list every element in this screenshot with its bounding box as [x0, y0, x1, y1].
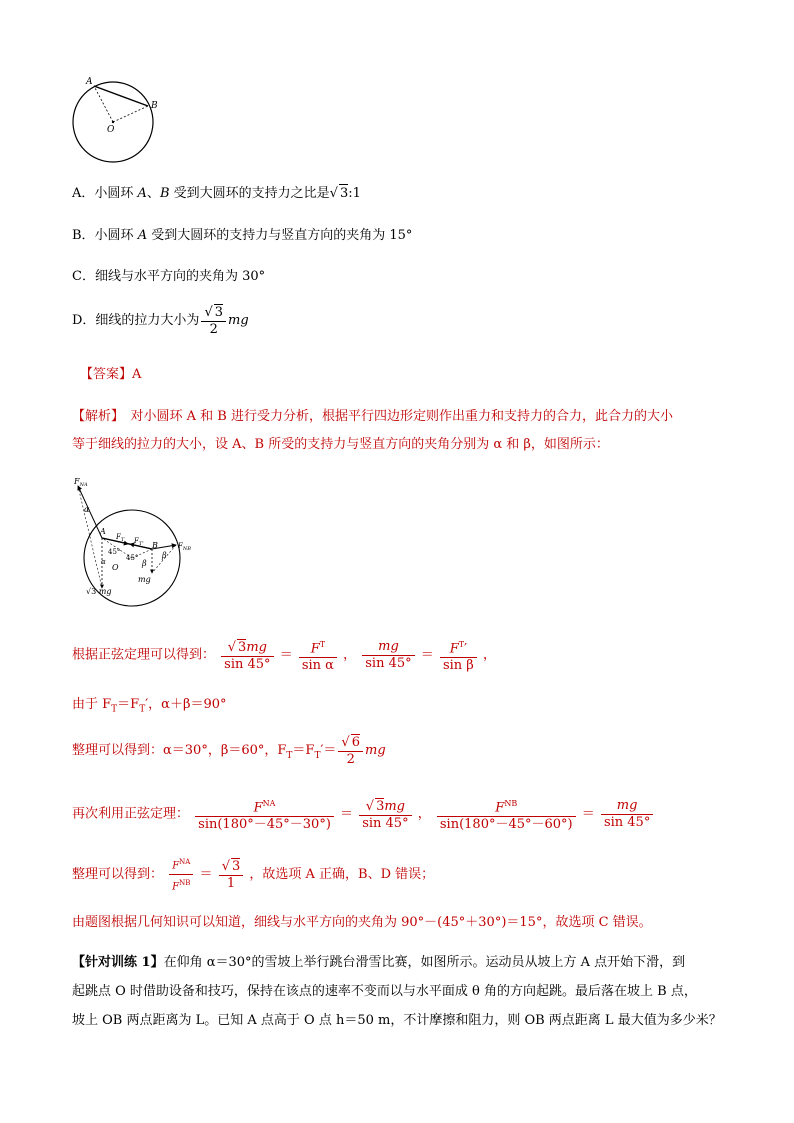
- label-45-b: 45°: [126, 554, 139, 562]
- force-fna: [78, 486, 102, 538]
- label-ft: $F_T$: [116, 533, 125, 543]
- equation-sine-law-2: 再次利用正弦定理： $\frac{F^{NA}}{\sin(180^\circ-45^\circ-30^\circ)}$ ＝ $\frac{√ 3mg}{\sin 45^\circ}$ ， $\frac{F^{NB}}{\sin(180^\circ-45^\circ-60^\circ)}$ ＝ $\frac{mg}{\sin 45^\circ}$: [72, 796, 655, 833]
- training-line2: 起跳点 O 时借助设备和技巧，保持在该点的速率不变而以与水平面成 θ 角的方向起跳。最后落在坡上 B 点，: [72, 984, 697, 999]
- label-alpha2: α: [101, 558, 106, 566]
- option-c: C．细线与水平方向的夹角为 30°: [72, 269, 266, 284]
- option-d: D．细线的拉力大小为 $\frac{√ 3}{2}$ mg: [72, 305, 249, 337]
- option-b: B．小圆环 A 受到大圆环的支持力与竖直方向的夹角为 15°: [72, 228, 413, 243]
- label-alpha: α: [84, 505, 90, 514]
- label-a: A: [100, 527, 106, 536]
- equation-sine-law-1: 根据正弦定理可以得到： $\frac{√ 3mg}{\sin 45^\circ}$ ＝ $\frac{F^T}{\text{sin α}}$ ， $\frac{mg}{\sin 45^\circ}$ ＝ $\frac{F^T'}{\text{sin β}}$ ，: [72, 637, 496, 674]
- label-o: O: [112, 563, 119, 572]
- option-a: A．小圆环 A、B 受到大圆环的支持力之比是√ 3:1: [72, 186, 361, 201]
- label-mg: mg: [138, 575, 151, 584]
- point-o: [112, 121, 114, 123]
- equation-ratio: 整理可以得到： $\frac{F^{NA}}{F^{NB}}$ ＝ $\frac{√ 3}{1}$ ，故选项 A 正确，B、D 错误；: [72, 854, 434, 896]
- label-45-a: 45°: [108, 548, 121, 556]
- label-beta1: β: [162, 551, 167, 560]
- radius-ob: [113, 106, 148, 122]
- label-beta2: β: [142, 559, 147, 568]
- figure-circle-ab: [60, 70, 170, 165]
- label-fnb: $F_{NB}$: [178, 542, 191, 552]
- conclusion: 由题图根据几何知识可以知道，细线与水平方向的夹角为 90°－(45°＋30°)＝15°，故选项 C 错误。: [72, 915, 652, 930]
- label-a: A: [86, 77, 93, 87]
- answer: 【答案】A: [80, 367, 142, 382]
- string-ab: [94, 86, 148, 106]
- training-line3: 坡上 OB 两点距离为 L。已知 A 点高于 O 点 h＝50 m，不计摩擦和阻力，则 OB 两点距离 L 最大值为多少米？: [72, 1013, 722, 1028]
- equation-ft-equal: 由于 $F_T=F_T'$，α＋β＝90°: [72, 697, 227, 715]
- label-o: O: [107, 125, 115, 135]
- label-ft-prime: $F_{T'}$: [134, 537, 144, 547]
- label-fna: $F_{NA}$: [74, 477, 88, 488]
- training-line1: 【针对训练 1】在仰角 α＝30°的雪坡上举行跳台滑雪比赛，如图所示。运动员从坡上方 A 点开始下滑，到: [72, 955, 686, 970]
- analysis-line2: 等于细线的拉力的大小，设 A、B 所受的支持力与竖直方向的夹角分别为 α 和 β，如图所示：: [72, 437, 609, 452]
- diag-fna-to-sqrt3mg: [78, 486, 102, 588]
- figure-force-diagram: [70, 470, 220, 610]
- equation-solution-1: 整理可以得到：α＝30°，β＝60°，$F_T=F_T'=$ $\frac{√ 6}{2}$ mg: [72, 735, 386, 767]
- label-b: B: [152, 541, 158, 550]
- analysis-line1: 【解析】 对小圆环 A 和 B 进行受力分析，根据平行四边形定则作出重力和支持力的合力，此合力的大小: [72, 409, 673, 424]
- label-sqrt3mg: √3 mg: [86, 587, 112, 596]
- label-b: B: [151, 101, 158, 111]
